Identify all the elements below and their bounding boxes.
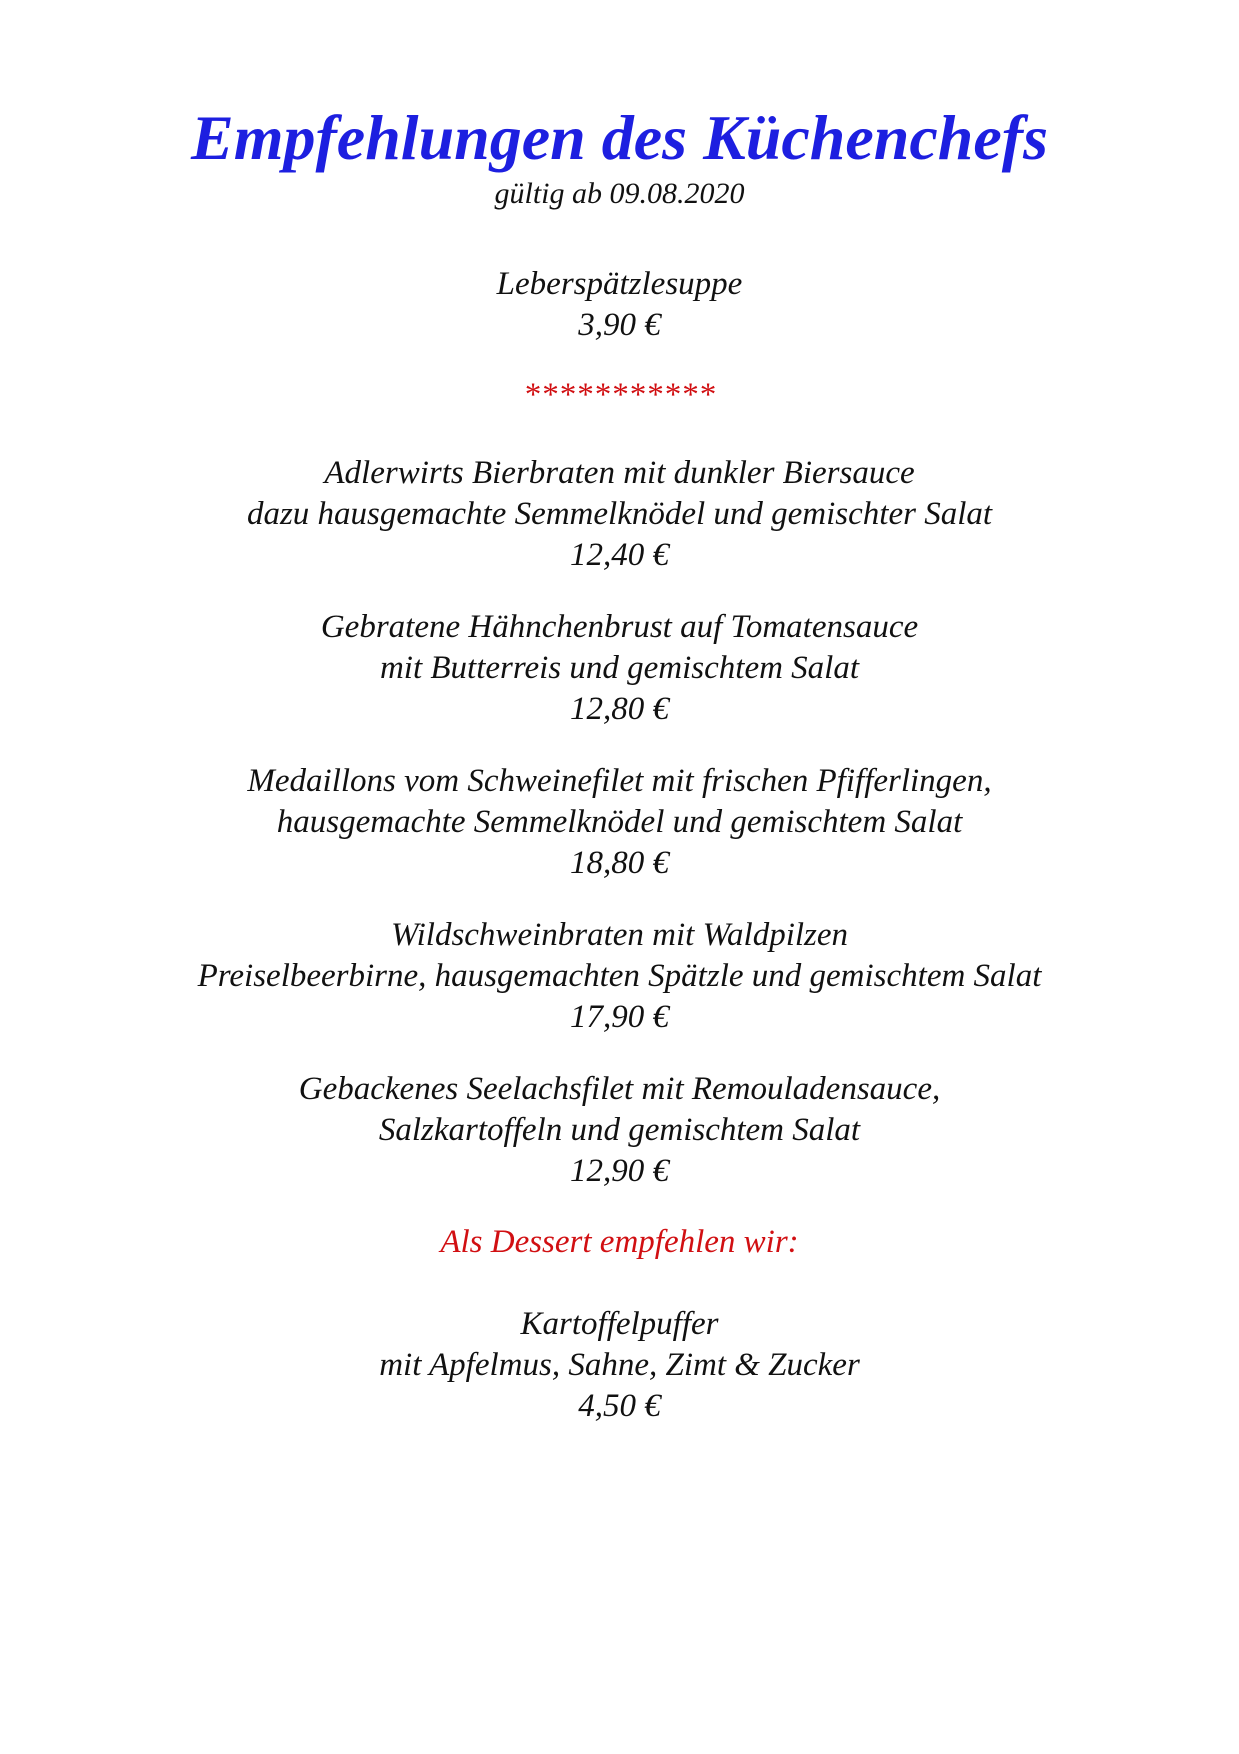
dessert-item bbox=[0, 1304, 1239, 1427]
dish-item bbox=[0, 607, 1239, 730]
separator-stars: *********** bbox=[523, 377, 716, 413]
dish-line-1: Medaillons vom Schweinefilet mit frischen Pfifferlingen, bbox=[247, 763, 992, 799]
dish-price: 12,80 € bbox=[570, 691, 669, 727]
dish-price: 12,90 € bbox=[570, 1153, 669, 1189]
dish-line-2: Salzkartoffeln und gemischtem Salat bbox=[378, 1112, 861, 1148]
dish-line-1: Gebackenes Seelachsfilet mit Remouladensauce, bbox=[298, 1071, 941, 1107]
dish-line-2: mit Butterreis und gemischtem Salat bbox=[379, 650, 860, 686]
dish-price: 12,40 € bbox=[570, 537, 669, 573]
dish-line-1: Adlerwirts Bierbraten mit dunkler Biersauce bbox=[324, 455, 915, 491]
dessert-line-1: Kartoffelpuffer bbox=[520, 1306, 719, 1342]
dish-line-2: dazu hausgemachte Semmelknödel und gemischter Salat bbox=[246, 496, 993, 532]
page-title: Empfehlungen des Küchenchefs bbox=[191, 102, 1048, 173]
dish-item bbox=[0, 915, 1239, 1038]
dish-item bbox=[0, 453, 1239, 576]
dish-line-1: Wildschweinbraten mit Waldpilzen bbox=[390, 917, 849, 953]
dessert-line-2: mit Apfelmus, Sahne, Zimt & Zucker bbox=[379, 1347, 860, 1383]
dish-price: 18,80 € bbox=[570, 845, 669, 881]
valid-from-date: gültig ab 09.08.2020 bbox=[494, 177, 745, 210]
dish-price: 17,90 € bbox=[570, 999, 669, 1035]
dessert-heading: Als Dessert empfehlen wir: bbox=[440, 1224, 799, 1260]
soup-item bbox=[0, 264, 1239, 346]
dish-line-2: Preiselbeerbirne, hausgemachten Spätzle und gemischtem Salat bbox=[197, 958, 1042, 994]
dish-item bbox=[0, 1069, 1239, 1192]
soup-name: Leberspätzlesuppe bbox=[496, 266, 743, 302]
dish-line-2: hausgemachte Semmelknödel und gemischtem Salat bbox=[276, 804, 963, 840]
dish-item bbox=[0, 761, 1239, 884]
soup-price: 3,90 € bbox=[578, 307, 661, 343]
dessert-price: 4,50 € bbox=[578, 1388, 661, 1424]
dish-line-1: Gebratene Hähnchenbrust auf Tomatensauce bbox=[320, 609, 919, 645]
